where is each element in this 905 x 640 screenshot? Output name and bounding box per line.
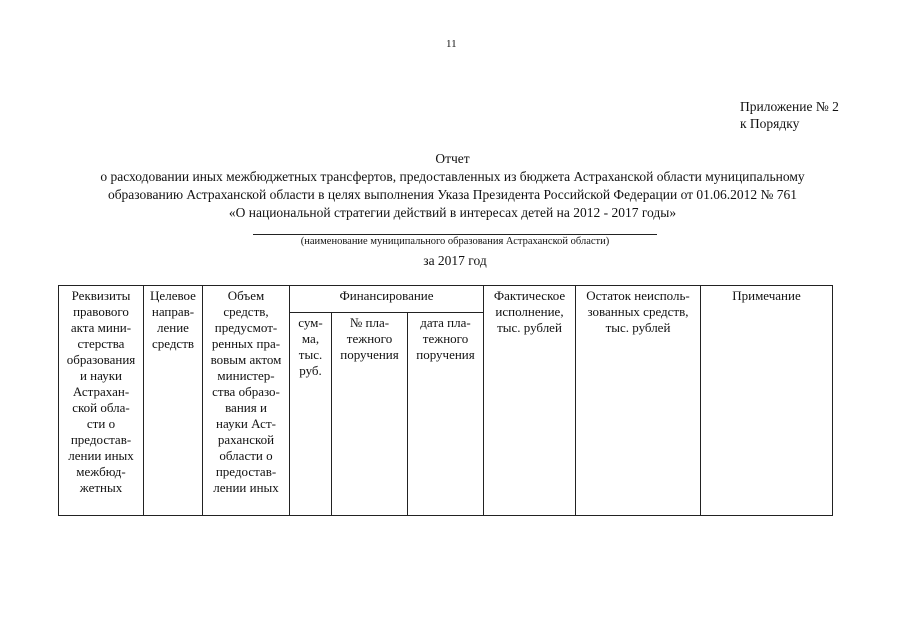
report-heading: Отчет — [435, 151, 470, 166]
subheader-sum: сум- ма, тыс. руб. — [290, 313, 332, 516]
report-title — [40, 150, 865, 222]
report-title-line: о расходовании иных межбюджетных трансфертов, предоставленных из бюджета Астраханской области муниципальному — [100, 169, 805, 184]
report-year: за 2017 год — [423, 253, 487, 268]
header-note: Примечание — [701, 286, 833, 516]
municipality-caption: (наименование муниципального образования Астраханской области) — [300, 236, 610, 247]
header-financing: Финансирование — [290, 286, 484, 313]
appendix-line: к Порядку — [740, 116, 800, 131]
table-header-row — [59, 286, 833, 313]
page-number: 11 — [446, 38, 457, 50]
subheader-payment-number: № пла- тежного поручения — [332, 313, 408, 516]
header-requisites: Реквизиты правового акта мини- стерства образования и науки Астрахан- ской обла- сти о предостав- лении иных межбюд- жетных — [59, 286, 144, 516]
appendix-reference — [740, 98, 839, 132]
header-purpose: Целевое направ- ление средств — [144, 286, 203, 516]
municipality-fill-line — [253, 234, 657, 235]
header-volume: Объем средств, предусмот- ренных пра- вовым актом министер- ства образо- вания и науки Аст- раханской области о предостав- лении иных — [203, 286, 290, 516]
header-unused-remainder: Остаток неисполь- зованных средств, тыс. рублей — [576, 286, 701, 516]
report-table — [58, 285, 833, 516]
report-title-line: «О национальной стратегии действий в интересах детей на 2012 - 2017 годы» — [228, 205, 677, 220]
report-title-line: образованию Астраханской области в целях выполнения Указа Президента Российской Федерации от 01.06.2012 № 761 — [107, 187, 798, 202]
header-actual-execution: Фактическое исполнение, тыс. рублей — [484, 286, 576, 516]
appendix-line: Приложение № 2 — [740, 99, 839, 114]
subheader-payment-date: дата пла- тежного поручения — [408, 313, 484, 516]
